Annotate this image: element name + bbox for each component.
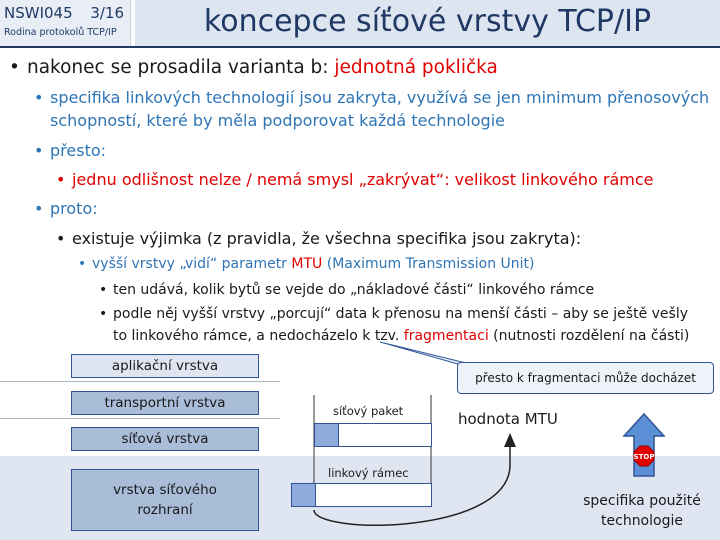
bullet-1-1-line1 [34,88,710,107]
layer-transport: transportní vrstva [71,391,259,415]
layer-interface [71,469,259,531]
slide-title: koncepce síťové vrstvy TCP/IP [135,0,720,46]
slide-number: 3/16 [90,4,124,22]
bullet-1-text: nakonec se prosadila varianta b: [27,57,335,78]
technology-line2: technologie [601,513,683,529]
technology-line1: specifika použité [583,493,701,509]
bullet-1 [9,57,498,78]
bullet-1-3 [34,199,98,218]
bullet-dot: • [56,170,66,189]
bullet-1-2-1 [56,170,654,189]
bullet-1-3-text: proto: [50,199,98,218]
bullet-dot: • [34,141,44,160]
bullet-dot: • [99,306,108,322]
bullet-mtu-2-text: podle něj vyšší vrstvy „porcují“ data k přenosu na menší části – aby se ještě vešly [113,306,688,322]
course-subtitle: Rodina protokolů TCP/IP [4,27,117,38]
layer-interface-line1: vrstva síťového [113,482,217,498]
layer-separator [0,381,280,382]
bullet-1-highlight: jednotná poklička [334,57,498,78]
bullet-dot: • [56,229,66,248]
technology-specifics [572,491,712,531]
frame-label: linkový rámec [328,466,409,480]
bullet-mtu-1 [99,282,595,298]
layer-application: aplikační vrstva [71,354,259,378]
layer-separator [0,418,280,419]
mtu-arrow [300,425,525,540]
bullet-mtu-1-text: ten udává, kolik bytů se vejde do „nákladové části“ linkového rámce [113,282,595,298]
slide-badge [0,0,131,46]
bullet-1-3-1-text: existuje výjimka (z pravidla, že všechna specifika jsou zakryta): [72,229,582,248]
blocked-arrow-icon [620,412,668,478]
packet-label: síťový paket [333,404,404,418]
fragmentation-callout: přesto k fragmentaci může docházet [457,362,714,394]
mtu-highlight: MTU [291,256,323,272]
bullet-dot: • [78,256,87,272]
layer-interface-line2: rozhraní [137,502,193,518]
stop-sign-text: STOP [633,453,655,461]
layer-network: síťová vrstva [71,427,259,451]
bullet-1-3-1 [56,229,582,248]
bullet-mtu-2-line2-prefix: to linkového rámce, a nedocházelo k tzv. [113,328,404,344]
bullet-dot: • [99,282,108,298]
bullet-dot: • [9,57,20,78]
course-code: NSWI045 [4,4,73,22]
bullet-1-1-text: specifika linkových technologií jsou zakryta, využívá se jen minimum přenosových [50,88,710,107]
bullet-dot: • [34,199,44,218]
bullet-mtu-prefix: vyšší vrstvy „vidí“ parametr [92,256,292,272]
bullet-mtu [78,256,535,272]
bullet-mtu-suffix: (Maximum Transmission Unit) [322,256,535,272]
bullet-1-2-1-text: jednu odlišnost nelze / nemá smysl „zakrývat“: velikost linkového rámce [72,170,654,189]
bullet-1-2-text: přesto: [50,141,107,160]
fragmentation-highlight: fragmentaci [403,328,489,344]
bullet-mtu-2-line2-suffix: (nutnosti rozdělení na části) [488,328,690,344]
bullet-dot: • [34,88,44,107]
mtu-value-label: hodnota MTU [458,410,558,428]
bullet-1-1-line2: schopností, které by měla podporovat každá technologie [50,111,505,130]
bullet-mtu-2-line1 [99,306,688,322]
header-divider [0,46,720,48]
bullet-1-2 [34,141,107,160]
